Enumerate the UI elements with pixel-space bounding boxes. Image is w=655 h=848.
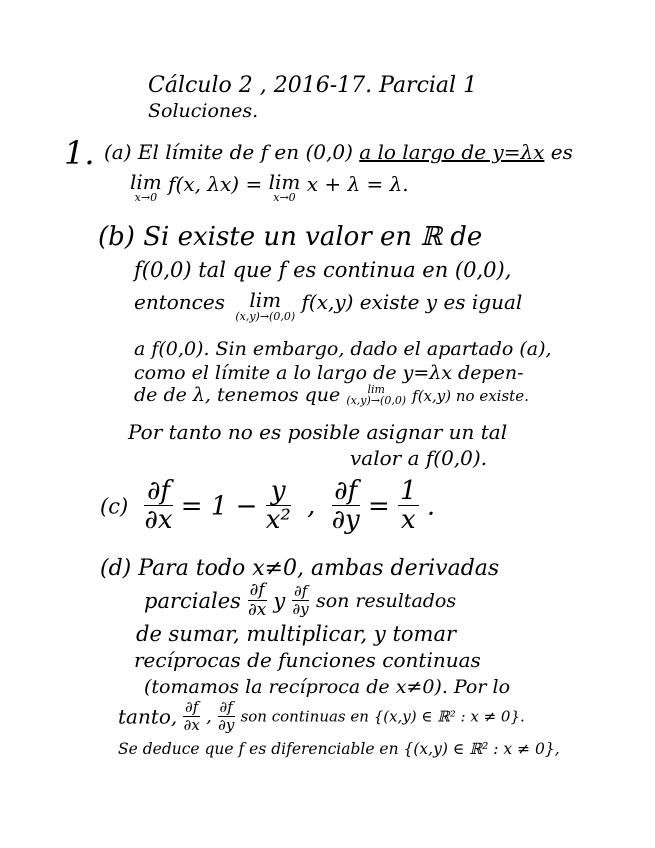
part-a-lim2-sub: x→0 xyxy=(273,191,296,204)
part-d-line1 xyxy=(100,556,499,581)
part-c-x-den: x xyxy=(401,505,416,536)
part-d-line5: (tomamos la recíproca de x≠0). Por lo xyxy=(144,676,511,698)
part-b-line6-lim-sub: (x,y)→(0,0) xyxy=(346,394,407,407)
part-d-dfdx-num: ∂f xyxy=(249,580,265,600)
part-b-line2: f(0,0) tal que f es continua en (0,0), xyxy=(134,258,512,282)
part-c-label: (c) xyxy=(100,494,129,519)
part-b-line6-prefix: de de λ, tenemos que xyxy=(134,384,341,406)
part-d-text1: Para todo x≠0, ambas derivadas xyxy=(138,556,500,581)
part-c-dfdx-den: ∂x xyxy=(144,505,173,536)
part-d-dfdy-num: ∂f xyxy=(293,582,308,601)
part-b-line7: Por tanto no es posible asignar un tal xyxy=(128,420,508,444)
part-d-line6-dfdy-den: ∂y xyxy=(218,715,235,734)
part-b-label: (b) xyxy=(98,222,135,252)
part-b-line1 xyxy=(98,222,482,252)
part-a-text-underlined: a lo largo de y=λx xyxy=(359,140,545,164)
part-d-label: (d) xyxy=(100,556,132,581)
part-a-text-prefix: El límite de f en (0,0) xyxy=(137,140,353,164)
part-d-line7: Se deduce que f es diferenciable en {(x,y) ∈ ℝ² : x ≠ 0}, xyxy=(118,740,560,758)
page-title: Cálculo 2 , 2016-17. Parcial 1 xyxy=(148,73,478,98)
part-d-line6-prefix: tanto, xyxy=(118,704,178,729)
part-d-line2-suffix: son resultados xyxy=(315,589,457,612)
part-c-equation xyxy=(100,478,435,535)
part-d-line6-comma: , xyxy=(206,706,212,728)
part-d-line3: de sumar, multiplicar, y tomar xyxy=(136,622,457,646)
part-c-dfdy-num: ∂f xyxy=(332,478,360,506)
part-c-dfdx-num: ∂f xyxy=(144,478,172,506)
part-d-line2-prefix: parciales xyxy=(144,588,241,613)
part-b-text1: Si existe un valor en ℝ de xyxy=(143,222,483,252)
part-a-label: (a) xyxy=(104,140,132,164)
part-d-line6 xyxy=(118,700,525,733)
part-a-line1 xyxy=(104,140,573,164)
part-d-dfdx-den: ∂x xyxy=(247,599,267,620)
part-a-lim2: lim xyxy=(268,170,301,194)
part-a-lim1-expr: f(x, λx) = xyxy=(168,172,263,196)
problem-number: 1. xyxy=(64,134,95,172)
part-b-line6-lim: lim xyxy=(367,383,385,396)
part-d-line6-suffix: son continuas en {(x,y) ∈ ℝ² : x ≠ 0}. xyxy=(240,707,525,726)
part-c-comma: , xyxy=(307,491,316,522)
part-b-line3-prefix: entonces xyxy=(134,290,225,314)
part-a-text-suffix: es xyxy=(550,140,573,164)
page-subtitle: Soluciones. xyxy=(148,100,259,122)
part-d-line4: recíprocas de funciones continuas xyxy=(134,648,481,672)
part-d-y-word: y xyxy=(273,588,286,613)
part-c-dfdy-den: ∂y xyxy=(331,505,360,536)
part-a-lim1-sub: x→0 xyxy=(134,191,158,204)
part-a-limit-line xyxy=(130,172,409,203)
part-c-eq2: = xyxy=(368,491,390,522)
part-b-lim-sub: (x,y)→(0,0) xyxy=(235,310,296,323)
part-d-line6-dfdy-num: ∂f xyxy=(219,698,233,716)
part-b-line6-suffix: f(x,y) no existe. xyxy=(412,387,529,405)
part-c-period: . xyxy=(426,491,436,522)
part-d-line2 xyxy=(144,582,456,620)
part-a-lim1: lim xyxy=(130,170,162,194)
part-b-line5: como el límite a lo largo de y=λx depen- xyxy=(134,362,524,384)
part-b-line6 xyxy=(134,384,529,406)
part-c-y-num: y xyxy=(266,478,291,506)
part-c-one-num: 1 xyxy=(400,476,417,506)
part-d-line6-dfdx-num: ∂f xyxy=(185,698,199,716)
part-a-lim2-expr: x + λ = λ. xyxy=(306,172,409,196)
part-c-x2-den: x² xyxy=(265,505,291,536)
part-d-dfdy-den: ∂y xyxy=(292,599,309,618)
part-b-line3 xyxy=(134,290,522,324)
part-b-line4: a f(0,0). Sin embargo, dado el apartado (a), xyxy=(134,338,552,360)
part-b-lim: lim xyxy=(249,288,282,312)
part-d-line6-dfdx-den: ∂x xyxy=(183,715,200,734)
part-b-line8: valor a f(0,0). xyxy=(350,446,488,470)
part-b-line3-suffix: f(x,y) existe y es igual xyxy=(301,290,523,314)
part-c-eq1: = 1 − xyxy=(180,491,258,522)
